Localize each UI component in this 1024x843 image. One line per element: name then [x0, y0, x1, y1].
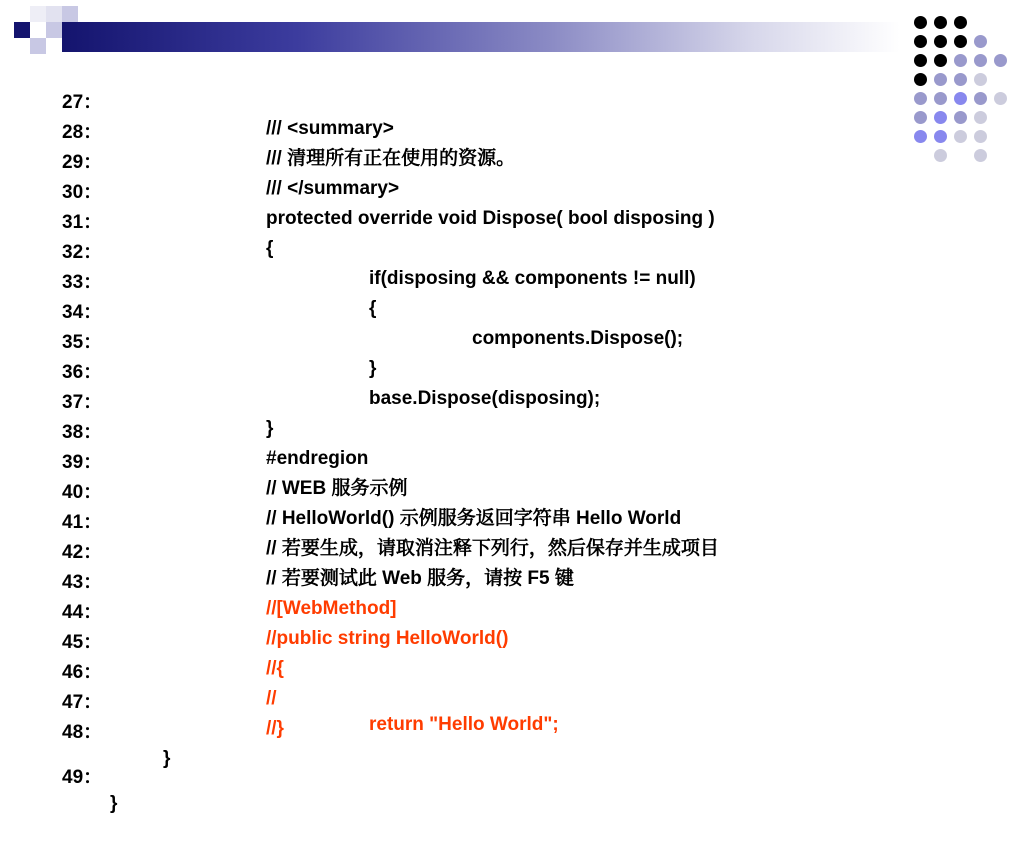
header-square-decoration	[46, 6, 62, 22]
code-text: // 若要测试此 Web 服务，请按 F5 键	[266, 568, 574, 589]
line-number: 41：	[62, 512, 103, 533]
decorative-dot	[934, 92, 947, 105]
decorative-dot	[934, 130, 947, 143]
code-text: // WEB 服务示例	[266, 478, 408, 499]
decorative-dot	[914, 111, 927, 124]
decorative-dot	[934, 149, 947, 162]
code-text: base.Dispose(disposing);	[369, 388, 601, 409]
line-number: 28：	[62, 122, 103, 143]
line-number: 42：	[62, 542, 103, 563]
code-text: {	[369, 298, 377, 319]
line-number: 39：	[62, 452, 103, 473]
decorative-dot	[954, 130, 967, 143]
decorative-dot	[934, 16, 947, 29]
line-number: 29：	[62, 152, 103, 173]
header-square-decoration	[30, 38, 46, 54]
header-square-decoration	[30, 6, 46, 22]
decorative-dot	[934, 54, 947, 67]
code-text: return "Hello World";	[369, 714, 559, 735]
code-text: /// </summary>	[266, 178, 400, 199]
decorative-dot	[974, 54, 987, 67]
decorative-dot	[934, 73, 947, 86]
decorative-dot	[954, 54, 967, 67]
code-text: //public string HelloWorld()	[266, 628, 509, 649]
code-text: protected override void Dispose( bool disposing )	[266, 208, 715, 229]
header-square-decoration	[14, 22, 30, 38]
decorative-dot	[974, 73, 987, 86]
decorative-dot	[974, 92, 987, 105]
line-number: 40：	[62, 482, 103, 503]
code-text: }	[163, 748, 171, 769]
code-text: }	[266, 418, 274, 439]
decorative-dot	[974, 149, 987, 162]
decorative-dot	[934, 35, 947, 48]
decorative-dot	[994, 54, 1007, 67]
code-line	[0, 739, 118, 814]
header-square-decoration	[62, 6, 78, 22]
line-number: 44：	[62, 602, 103, 623]
code-text: components.Dispose();	[472, 328, 684, 349]
code-text: }	[369, 358, 377, 379]
decorative-dot	[934, 111, 947, 124]
line-number: 31：	[62, 212, 103, 233]
decorative-dot	[974, 130, 987, 143]
decorative-dot	[914, 35, 927, 48]
line-number: 27：	[62, 92, 103, 113]
decorative-dot	[914, 130, 927, 143]
line-number: 36：	[62, 362, 103, 383]
code-text: #endregion	[266, 448, 369, 469]
decorative-dot	[954, 92, 967, 105]
decorative-dot	[954, 111, 967, 124]
comment-prefix: //	[266, 688, 277, 709]
decorative-dot	[974, 111, 987, 124]
line-number: 46：	[62, 662, 103, 683]
line-number: 37：	[62, 392, 103, 413]
code-text: //[WebMethod]	[266, 598, 397, 619]
code-text: /// 清理所有正在使用的资源。	[266, 148, 516, 169]
line-number: 34：	[62, 302, 103, 323]
line-number: 47：	[62, 692, 103, 713]
decorative-dot	[974, 35, 987, 48]
title-bar-gradient	[62, 22, 900, 52]
decorative-dot	[914, 92, 927, 105]
decorative-dot	[954, 73, 967, 86]
header-square-decoration	[46, 22, 62, 38]
decorative-dot	[954, 16, 967, 29]
code-text: /// <summary>	[266, 118, 394, 139]
line-number: 43：	[62, 572, 103, 593]
line-number: 38：	[62, 422, 103, 443]
line-number: 48：	[62, 722, 103, 743]
code-text: }	[110, 793, 118, 814]
line-number: 33：	[62, 272, 103, 293]
code-text: // HelloWorld() 示例服务返回字符串 Hello World	[266, 508, 682, 529]
decorative-dot	[954, 35, 967, 48]
line-number: 30：	[62, 182, 103, 203]
code-text: if(disposing && components != null)	[369, 268, 696, 289]
decorative-dot	[914, 73, 927, 86]
code-text: {	[266, 238, 274, 259]
line-number: 49：	[62, 767, 103, 788]
code-text: //{	[266, 658, 284, 679]
decorative-dot	[914, 54, 927, 67]
line-number: 32：	[62, 242, 103, 263]
code-text: //}	[266, 718, 284, 739]
line-number: 35：	[62, 332, 103, 353]
decorative-dot	[914, 16, 927, 29]
code-text: // 若要生成，请取消注释下列行，然后保存并生成项目	[266, 538, 719, 559]
line-number: 45：	[62, 632, 103, 653]
decorative-dot	[994, 92, 1007, 105]
